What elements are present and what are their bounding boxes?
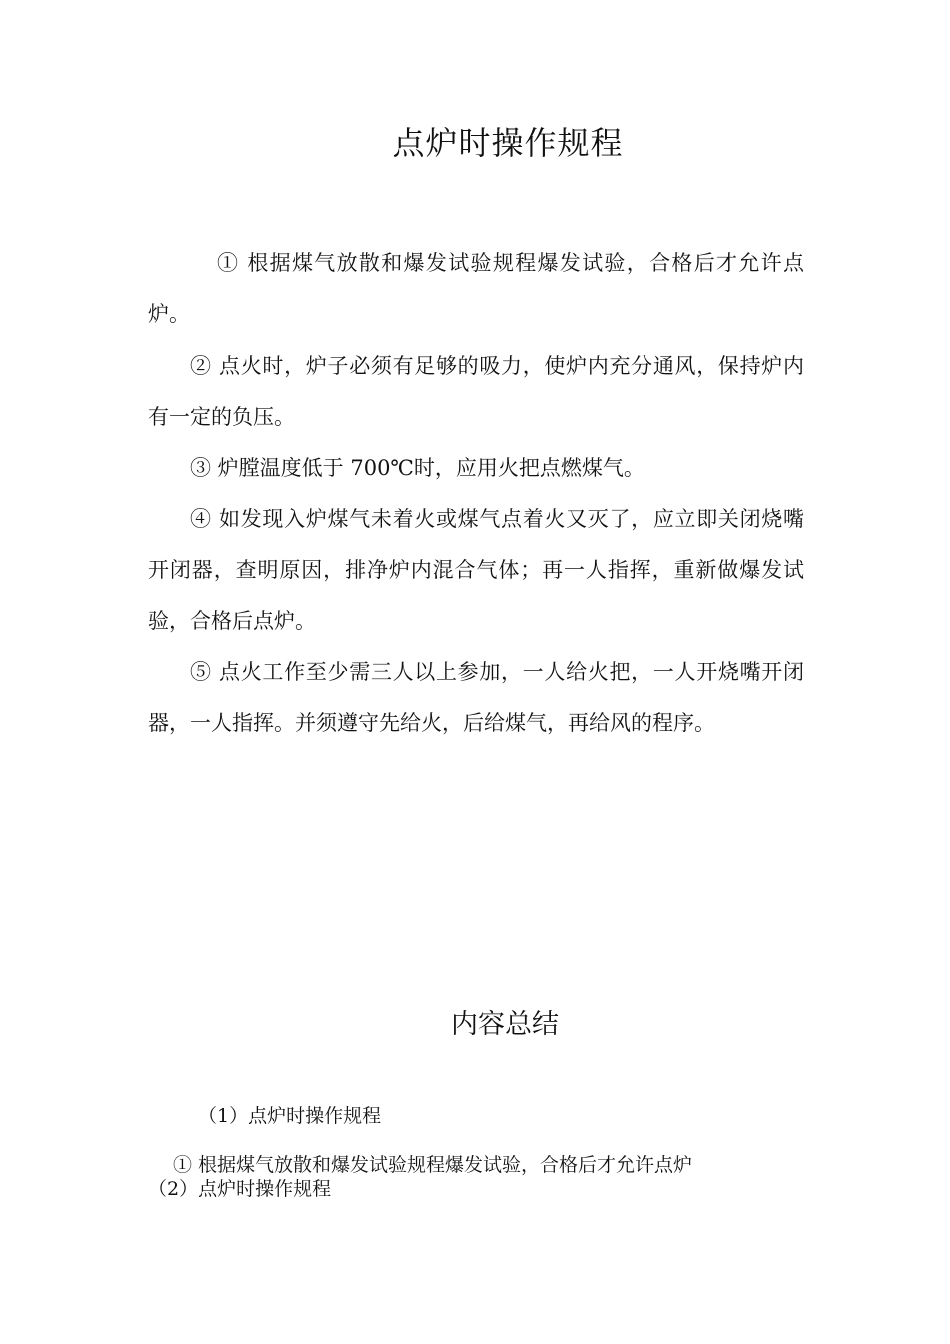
document-title: 点炉时操作规程	[392, 124, 624, 162]
rule-paragraph-1: ① 根据煤气放散和爆发试验规程爆发试验，合格后才允许点炉。	[148, 251, 804, 326]
summary-line-1: （1）点炉时操作规程	[198, 1105, 382, 1127]
rule-paragraph-3: ③ 炉膛温度低于 700℃时，应用火把点燃煤气。	[190, 456, 645, 480]
summary-line-2: ① 根据煤气放散和爆发试验规程爆发试验，合格后才允许点炉	[173, 1154, 693, 1176]
rule-paragraph-4: ④ 如发现入炉煤气未着火或煤气点着火又灭了，应立即关闭烧嘴开闭器，查明原因，排净炉内混合气体；再一人指挥，重新做爆发试验，合格后点炉。	[148, 507, 804, 633]
rule-paragraph-5: ⑤ 点火工作至少需三人以上参加，一人给火把，一人开烧嘴开闭器，一人指挥。并须遵守先给火，后给煤气，再给风的程序。	[148, 660, 804, 735]
summary-line-3: （2）点炉时操作规程	[148, 1178, 332, 1200]
summary-title: 内容总结	[451, 1009, 559, 1040]
rule-paragraph-2: ② 点火时，炉子必须有足够的吸力，使炉内充分通风，保持炉内有一定的负压。	[148, 354, 804, 429]
